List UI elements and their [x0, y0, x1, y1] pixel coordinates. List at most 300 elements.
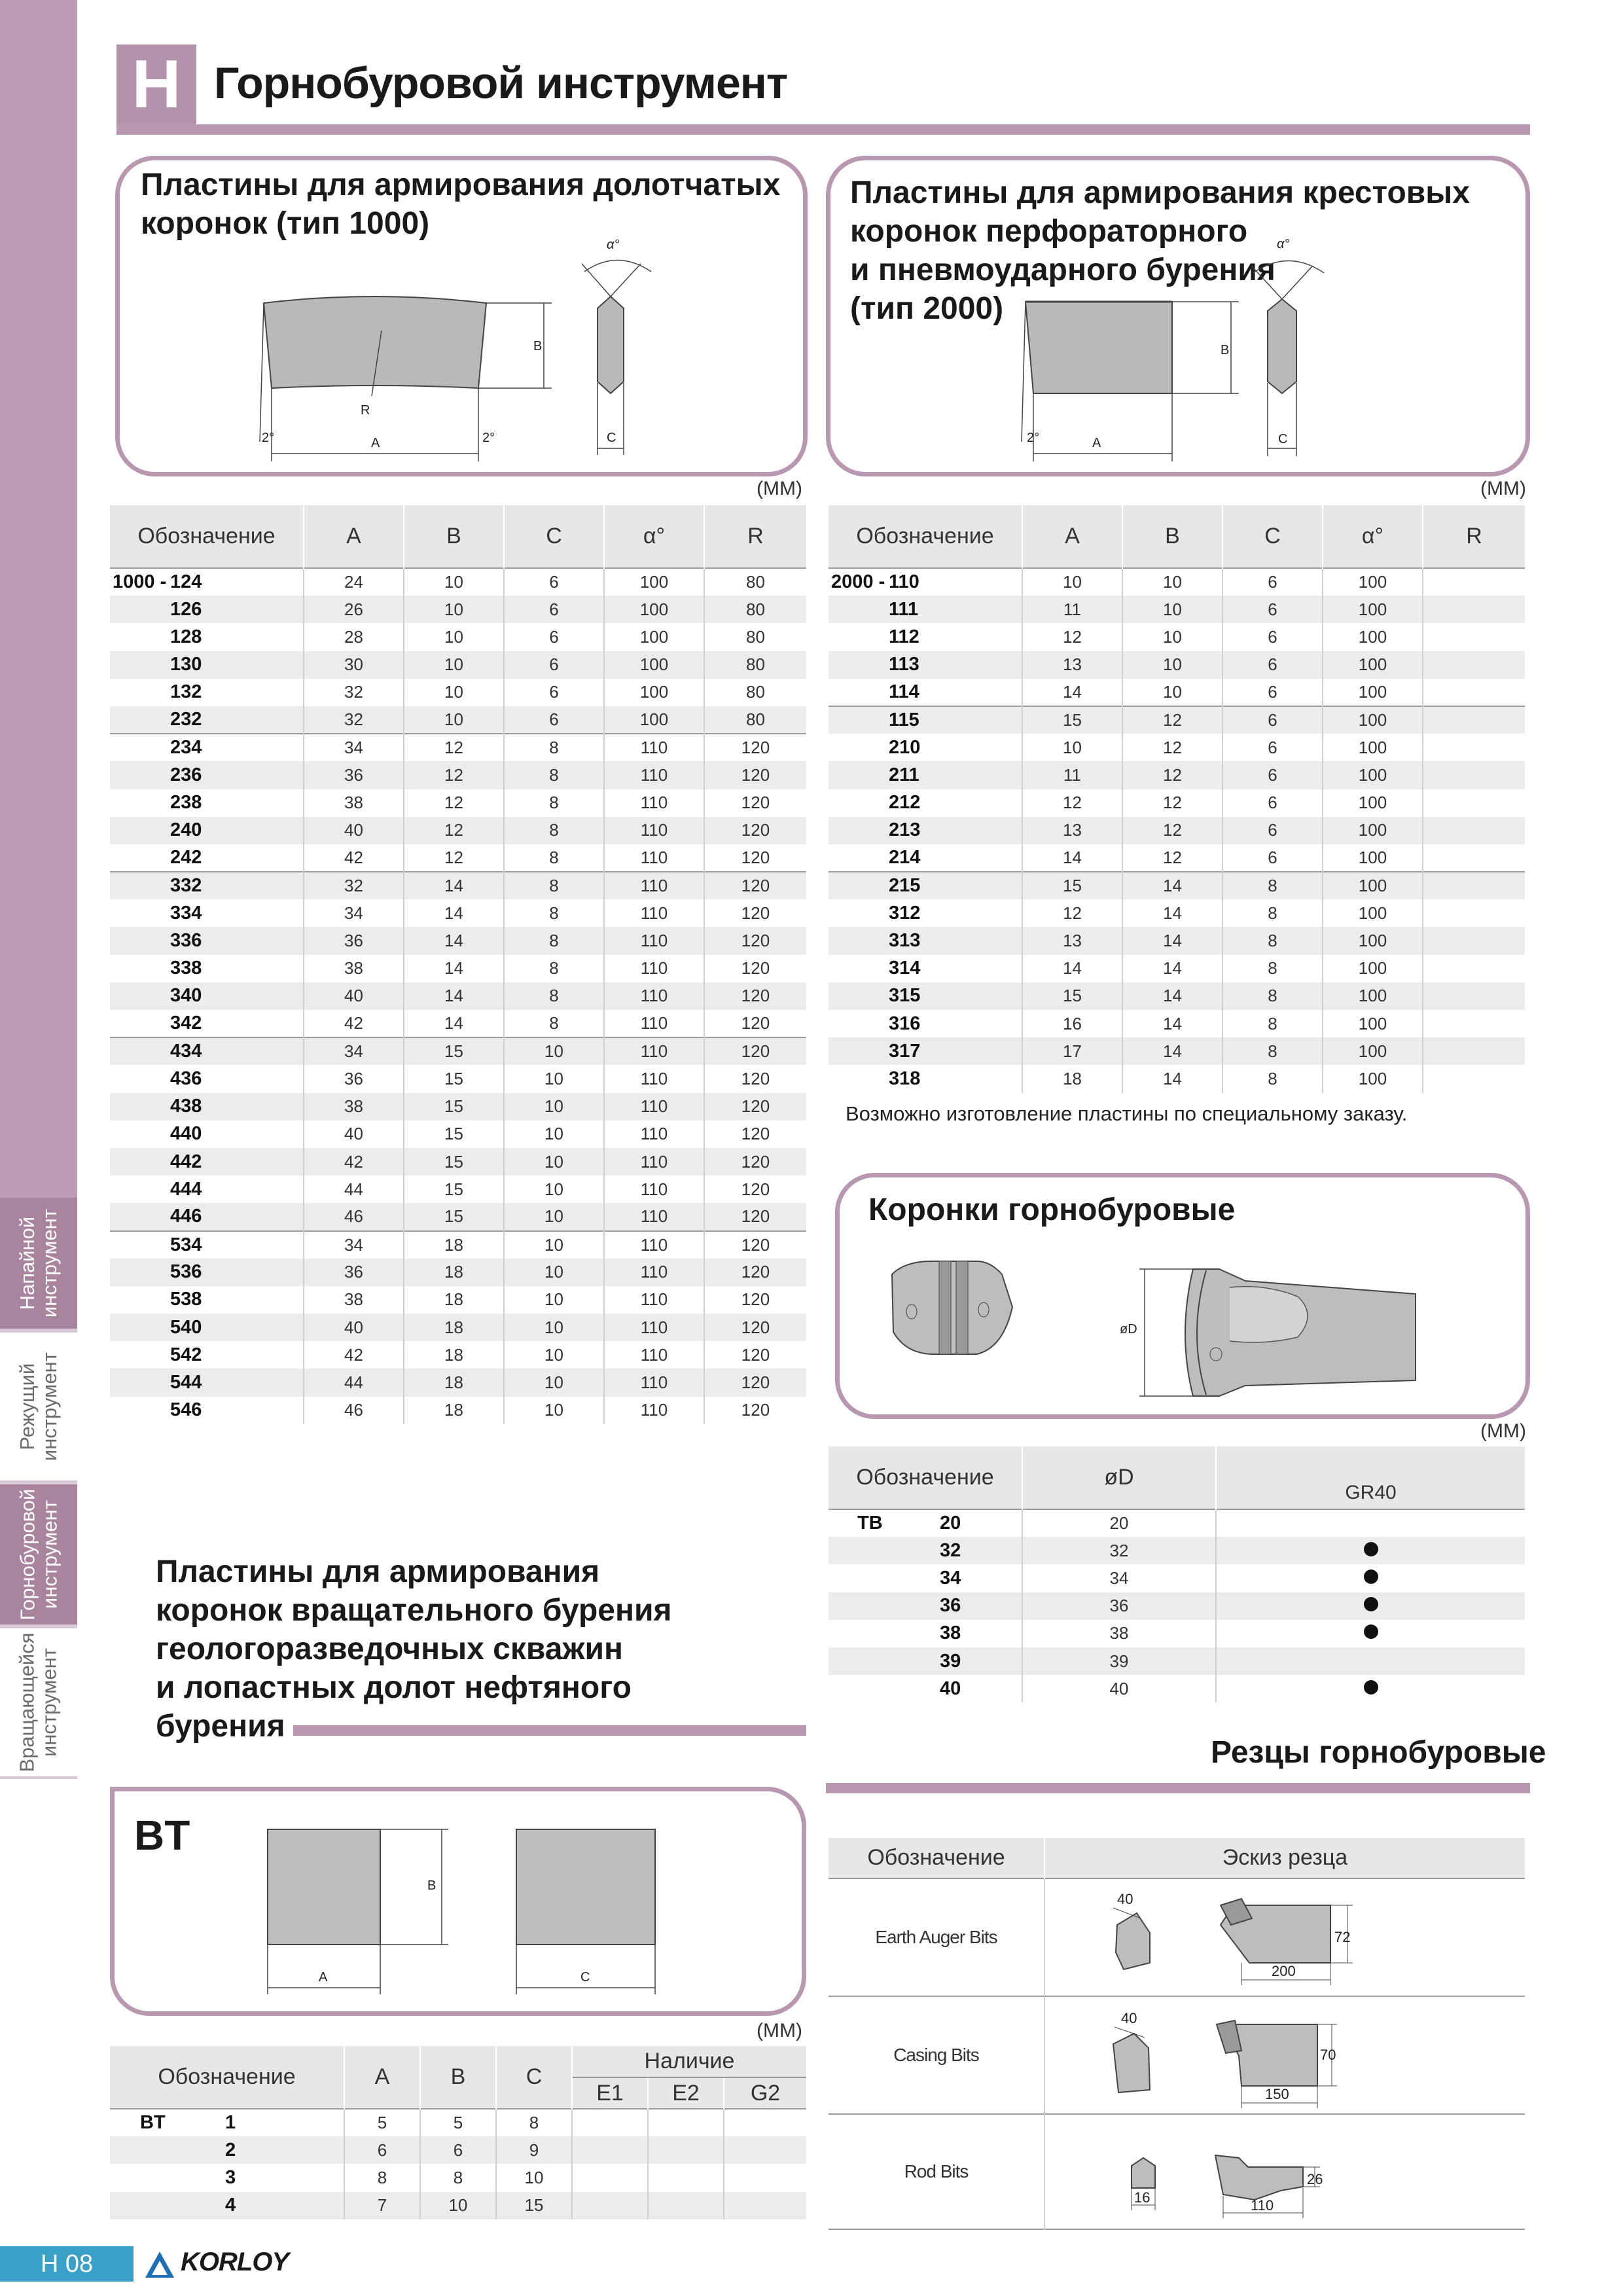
designation-cell [829, 651, 1022, 679]
value-cell: 10 [504, 1121, 604, 1148]
value-cell: 120 [741, 793, 770, 813]
value-cell: 120 [741, 1124, 770, 1144]
value-cell: 10 [504, 1175, 604, 1203]
availability-cell [572, 2136, 648, 2164]
value-cell: 100 [1323, 568, 1423, 596]
value-cell: 100 [1323, 596, 1423, 623]
value-cell [1423, 568, 1525, 596]
value-cell: 14 [404, 872, 504, 899]
value-cell: 80 [746, 572, 765, 592]
designation-cell [110, 1314, 304, 1341]
designation-cell [829, 568, 1022, 596]
availability-cell [724, 2109, 806, 2136]
value-cell: 10 [504, 1065, 604, 1092]
value-cell: 110 [604, 1121, 704, 1148]
value-cell: 17 [1022, 1037, 1122, 1065]
value-cell: 42 [304, 1010, 404, 1037]
value-cell: 10 [1122, 596, 1222, 623]
value-cell: 100 [1323, 817, 1423, 844]
diameter-cell: 34 [1022, 1564, 1216, 1592]
value-cell: 100 [604, 596, 704, 623]
gr40-cell [1216, 1647, 1525, 1675]
value-cell: 40 [304, 982, 404, 1010]
designation-code: 312 [889, 902, 921, 924]
dim-alpha: α° [607, 238, 620, 252]
value-cell: 100 [604, 568, 704, 596]
value-cell: 8 [1222, 899, 1323, 927]
value-cell: 15 [1022, 706, 1122, 734]
value-cell: 110 [604, 982, 704, 1010]
value-cell: 10 [504, 1203, 604, 1230]
dim-label: 40 [1117, 1891, 1133, 1907]
designation-cell [829, 596, 1022, 623]
value-cell: 15 [404, 1121, 504, 1148]
type-1000-table [110, 505, 806, 1424]
table-row [829, 1010, 1525, 1037]
table-row [829, 982, 1525, 1010]
column-header: C [1222, 505, 1323, 568]
angle-2-right: 2° [482, 431, 495, 445]
value-cell: 15 [496, 2192, 572, 2219]
designation-code: 111 [889, 598, 919, 620]
value-cell: 110 [604, 1010, 704, 1037]
table-row [110, 596, 806, 623]
value-cell: 42 [304, 1341, 404, 1369]
value-cell: 120 [741, 1013, 770, 1033]
value-cell: 13 [1022, 927, 1122, 954]
value-cell [1423, 927, 1525, 954]
value-cell: 110 [604, 1314, 704, 1341]
value-cell [1423, 955, 1525, 982]
designation-cell [110, 1341, 304, 1369]
value-cell: 8 [504, 899, 604, 927]
table-row [110, 734, 806, 761]
value-cell: 6 [1222, 706, 1323, 734]
value-cell: 110 [604, 789, 704, 817]
designation-code: 336 [170, 930, 202, 952]
designation-code: 314 [889, 958, 921, 979]
designation-code: 32 [940, 1539, 961, 1561]
value-cell: 10 [504, 1286, 604, 1314]
bt-box [110, 1787, 806, 2016]
designation-code: 434 [170, 1041, 202, 1062]
column-header: E1 [572, 2077, 648, 2109]
designation-code: 238 [170, 792, 202, 814]
designation-cell [110, 2109, 344, 2136]
availability-cell [572, 2192, 648, 2219]
value-cell: 24 [304, 568, 404, 596]
value-cell [1423, 872, 1525, 899]
value-cell: 34 [304, 1231, 404, 1259]
table-row [110, 651, 806, 679]
sidebar-divider [0, 1776, 77, 1779]
availability-cell [648, 2136, 724, 2164]
designation-cell [110, 1203, 304, 1230]
bt-drawing [115, 1791, 802, 2014]
designation-cell [110, 679, 304, 706]
value-cell: 10 [504, 1037, 604, 1065]
value-cell: 120 [741, 958, 770, 978]
availability-cell [724, 2192, 806, 2219]
value-cell: 8 [1222, 955, 1323, 982]
rotary-title: Пластины для армирования коронок вращательного бурения геологоразведочных скважин и лопастных долот нефтяного бурения [156, 1554, 672, 1744]
table-row [829, 679, 1525, 706]
sidebar-tab-mining-tools[interactable] [0, 1484, 77, 1624]
table-row [110, 1341, 806, 1369]
sidebar-tab-rotating-tools[interactable] [0, 1628, 77, 1776]
drill-bit-drawing [840, 1177, 1527, 1420]
table-row [110, 623, 806, 651]
available-dot-icon [1364, 1542, 1378, 1556]
designation-cell [829, 1564, 1022, 1592]
value-cell: 80 [746, 682, 765, 702]
table-row [110, 2192, 806, 2219]
value-cell: 6 [1222, 844, 1323, 872]
sidebar-tab-brazed-tools[interactable] [0, 1198, 77, 1329]
availability-cell [648, 2164, 724, 2191]
designation-code: 534 [170, 1234, 202, 1255]
value-cell: 38 [304, 1286, 404, 1314]
value-cell: 14 [1122, 872, 1222, 899]
page-number-badge [0, 2246, 134, 2282]
table-row [110, 1397, 806, 1424]
value-cell: 38 [304, 1093, 404, 1121]
designation-code: 210 [889, 736, 921, 758]
dim-label: 150 [1265, 2086, 1289, 2102]
value-cell: 110 [604, 1397, 704, 1424]
value-cell: 18 [404, 1397, 504, 1424]
sidebar-tab-label: Вращающейся инструмент [15, 1632, 61, 1772]
column-header: øD [1022, 1446, 1216, 1509]
column-header: Обозначение [110, 2046, 344, 2109]
value-cell: 120 [704, 1037, 806, 1065]
designation-cell [110, 2192, 344, 2219]
designation-code: 36 [940, 1595, 961, 1617]
value-cell: 80 [704, 706, 806, 734]
value-cell: 7 [344, 2192, 420, 2219]
availability-cell [724, 2164, 806, 2191]
value-cell: 10 [404, 706, 504, 734]
designation-code: 313 [889, 930, 921, 952]
value-cell: 34 [304, 1037, 404, 1065]
designation-code: 546 [170, 1399, 202, 1421]
designation-cell [829, 899, 1022, 927]
value-cell: 15 [1022, 982, 1122, 1010]
table-row [110, 927, 806, 954]
table-row [110, 1314, 806, 1341]
value-cell [1423, 623, 1525, 651]
designation-code: 1 [225, 2112, 236, 2134]
value-cell: 12 [1122, 761, 1222, 789]
designation-code: 214 [889, 846, 921, 868]
designation-cell [110, 955, 304, 982]
table-row [829, 623, 1525, 651]
designation-code: 342 [170, 1013, 202, 1034]
value-cell: 8 [504, 982, 604, 1010]
designation-code: 446 [170, 1206, 202, 1227]
value-cell: 12 [1022, 789, 1122, 817]
value-cell: 40 [304, 1314, 404, 1341]
column-header: C [504, 505, 604, 568]
cutter-name: Rod Bits [829, 2114, 1044, 2229]
value-cell: 10 [504, 1397, 604, 1424]
value-cell: 100 [1323, 1010, 1423, 1037]
value-cell: 8 [1222, 927, 1323, 954]
value-cell [1423, 761, 1525, 789]
value-cell: 10 [504, 1314, 604, 1341]
designation-cell [829, 1592, 1022, 1620]
unit-label: (ММ) [757, 478, 802, 499]
designation-code: 315 [889, 985, 921, 1007]
table-row [110, 1010, 806, 1037]
designation-code: 242 [170, 846, 202, 868]
value-cell: 12 [404, 844, 504, 872]
value-cell [1423, 596, 1525, 623]
cutter-name: Earth Auger Bits [829, 1878, 1044, 1996]
table-row [110, 1203, 806, 1230]
cutter-sketch-cell [1044, 1878, 1525, 1996]
value-cell: 44 [304, 1369, 404, 1396]
designation-cell [829, 1010, 1022, 1037]
designation-cell [829, 706, 1022, 734]
designation-cell [110, 927, 304, 954]
value-cell: 32 [304, 679, 404, 706]
value-cell: 6 [504, 623, 604, 651]
value-cell: 100 [1323, 734, 1423, 761]
diameter-cell: 40 [1022, 1675, 1216, 1702]
availability-cell [572, 2109, 648, 2136]
table-row [110, 1286, 806, 1314]
column-header: A [344, 2046, 420, 2109]
value-cell: 10 [1122, 568, 1222, 596]
value-cell: 16 [1022, 1010, 1122, 1037]
drill-bits-table [829, 1446, 1525, 1702]
table-row [110, 817, 806, 844]
value-cell: 34 [304, 734, 404, 761]
table-row [110, 872, 806, 899]
designation-code: 215 [889, 875, 921, 897]
earth-auger-bit-sketch [1045, 1879, 1516, 1994]
value-cell: 12 [404, 789, 504, 817]
value-cell: 38 [304, 789, 404, 817]
value-cell: 42 [304, 1148, 404, 1175]
value-cell: 120 [704, 1148, 806, 1175]
value-cell: 6 [1222, 761, 1323, 789]
designation-cell [110, 1259, 304, 1286]
designation-code: 124 [170, 571, 202, 593]
designation-code: 132 [170, 681, 202, 703]
drill-bits-box [835, 1173, 1530, 1419]
value-cell: 80 [746, 626, 765, 647]
value-cell: 110 [604, 1341, 704, 1369]
value-cell: 18 [404, 1231, 504, 1259]
value-cell: 12 [404, 734, 504, 761]
unit-label: (ММ) [1480, 1420, 1526, 1442]
value-cell [1423, 899, 1525, 927]
value-cell: 110 [604, 872, 704, 899]
value-cell: 10 [404, 568, 504, 596]
value-cell: 9 [496, 2136, 572, 2164]
type-2000-box [826, 156, 1530, 476]
designation-prefix: BT [140, 2112, 166, 2134]
value-cell: 8 [496, 2109, 572, 2136]
rod-bit-sketch [1045, 2115, 1516, 2227]
dim-a: A [1092, 436, 1101, 450]
value-cell: 15 [1022, 872, 1122, 899]
value-cell [1423, 679, 1525, 706]
table-row [829, 789, 1525, 817]
value-cell: 100 [1323, 789, 1423, 817]
value-cell: 8 [504, 955, 604, 982]
table-row [110, 789, 806, 817]
designation-cell [829, 789, 1022, 817]
designation-code: 110 [889, 571, 919, 593]
sidebar-tab-cutting-tools[interactable] [0, 1333, 77, 1480]
value-cell: 110 [604, 1148, 704, 1175]
value-cell: 12 [1022, 899, 1122, 927]
column-header: A [1022, 505, 1122, 568]
availability-cell [648, 2192, 724, 2219]
value-cell: 18 [404, 1341, 504, 1369]
value-cell: 40 [304, 817, 404, 844]
value-cell: 120 [704, 927, 806, 954]
designation-cell [110, 651, 304, 679]
value-cell: 8 [1222, 1010, 1323, 1037]
value-cell: 6 [344, 2136, 420, 2164]
korloy-logo-icon [143, 2249, 177, 2280]
designation-cell [110, 761, 304, 789]
value-cell: 15 [404, 1037, 504, 1065]
value-cell: 13 [1022, 651, 1122, 679]
designation-cell [110, 1121, 304, 1148]
designation-cell [110, 1037, 304, 1065]
value-cell: 100 [604, 706, 704, 734]
value-cell: 8 [504, 1010, 604, 1037]
designation-code: 544 [170, 1372, 202, 1393]
designation-cell [829, 623, 1022, 651]
value-cell: 36 [304, 761, 404, 789]
designation-cell [110, 817, 304, 844]
column-header: R [704, 505, 806, 568]
designation-cell [110, 623, 304, 651]
available-dot-icon [1364, 1680, 1378, 1695]
value-cell: 80 [704, 651, 806, 679]
designation-cell [110, 1010, 304, 1037]
sidebar [0, 0, 77, 1198]
value-cell: 110 [604, 1065, 704, 1092]
value-cell: 14 [1122, 1065, 1222, 1092]
designation-cell [110, 1175, 304, 1203]
value-cell: 8 [504, 844, 604, 872]
value-cell: 110 [604, 761, 704, 789]
designation-cell [110, 596, 304, 623]
table-row [829, 1509, 1525, 1537]
column-header: A [304, 505, 404, 568]
value-cell: 28 [304, 623, 404, 651]
value-cell: 14 [1122, 927, 1222, 954]
table-row [829, 955, 1525, 982]
value-cell: 26 [304, 596, 404, 623]
value-cell: 100 [1323, 1037, 1423, 1065]
availability-cell [724, 2136, 806, 2164]
type-2000-title: Пластины для армирования крестовых коронок перфораторного и пневмоударного бурения (тип 2000) [850, 175, 1470, 327]
gr40-cell [1216, 1620, 1525, 1647]
value-cell: 12 [1122, 789, 1222, 817]
table-row [829, 568, 1525, 596]
value-cell: 120 [704, 1093, 806, 1121]
cutter-sketch-cell [1044, 2114, 1525, 2229]
value-cell: 11 [1022, 596, 1122, 623]
designation-cell [829, 927, 1022, 954]
value-cell: 8 [344, 2164, 420, 2191]
designation-code: 130 [170, 654, 202, 675]
dim-b: B [427, 1878, 437, 1893]
value-cell: 15 [404, 1065, 504, 1092]
designation-code: 113 [889, 654, 919, 675]
dim-c: C [580, 1970, 590, 1984]
casing-bit-sketch [1045, 1997, 1516, 2112]
value-cell: 44 [304, 1175, 404, 1203]
section-letter: H [116, 45, 196, 124]
value-cell: 12 [1122, 734, 1222, 761]
designation-cell [829, 872, 1022, 899]
designation-code: 334 [170, 902, 202, 924]
table-row [110, 2109, 806, 2136]
column-header: α° [1323, 505, 1423, 568]
designation-cell [829, 955, 1022, 982]
brand-name: KORLOY [181, 2248, 289, 2276]
designation-cell [110, 1369, 304, 1396]
bt-table [110, 2046, 806, 2219]
dim-a: A [319, 1970, 328, 1984]
value-cell: 100 [1323, 706, 1423, 734]
value-cell: 14 [1122, 1010, 1222, 1037]
value-cell: 12 [1022, 623, 1122, 651]
table-row [829, 872, 1525, 899]
value-cell: 110 [604, 1175, 704, 1203]
page-title: Горнобуровой инструмент [214, 58, 788, 108]
value-cell: 11 [1022, 761, 1122, 789]
table-row [110, 1065, 806, 1092]
value-cell: 110 [604, 1259, 704, 1286]
designation-code: 536 [170, 1261, 202, 1283]
value-cell [1423, 734, 1525, 761]
designation-cell [829, 734, 1022, 761]
table-row [829, 1037, 1525, 1065]
designation-code: 440 [170, 1123, 202, 1145]
table-row [110, 2164, 806, 2191]
value-cell: 14 [404, 955, 504, 982]
table-row [829, 761, 1525, 789]
value-cell: 120 [704, 734, 806, 761]
value-cell: 110 [604, 844, 704, 872]
dim-label: 72 [1334, 1929, 1351, 1945]
designation-code: 211 [889, 764, 919, 785]
table-row [110, 899, 806, 927]
value-cell: 8 [504, 817, 604, 844]
diameter-cell: 36 [1022, 1592, 1216, 1620]
value-cell: 110 [604, 899, 704, 927]
value-cell [1423, 1010, 1525, 1037]
dim-a: A [371, 436, 380, 450]
designation-code: 438 [170, 1096, 202, 1117]
value-cell: 100 [1323, 899, 1423, 927]
value-cell: 6 [420, 2136, 496, 2164]
designation-cell [829, 761, 1022, 789]
table-row [829, 1065, 1525, 1092]
value-cell: 30 [304, 651, 404, 679]
value-cell: 6 [504, 679, 604, 706]
